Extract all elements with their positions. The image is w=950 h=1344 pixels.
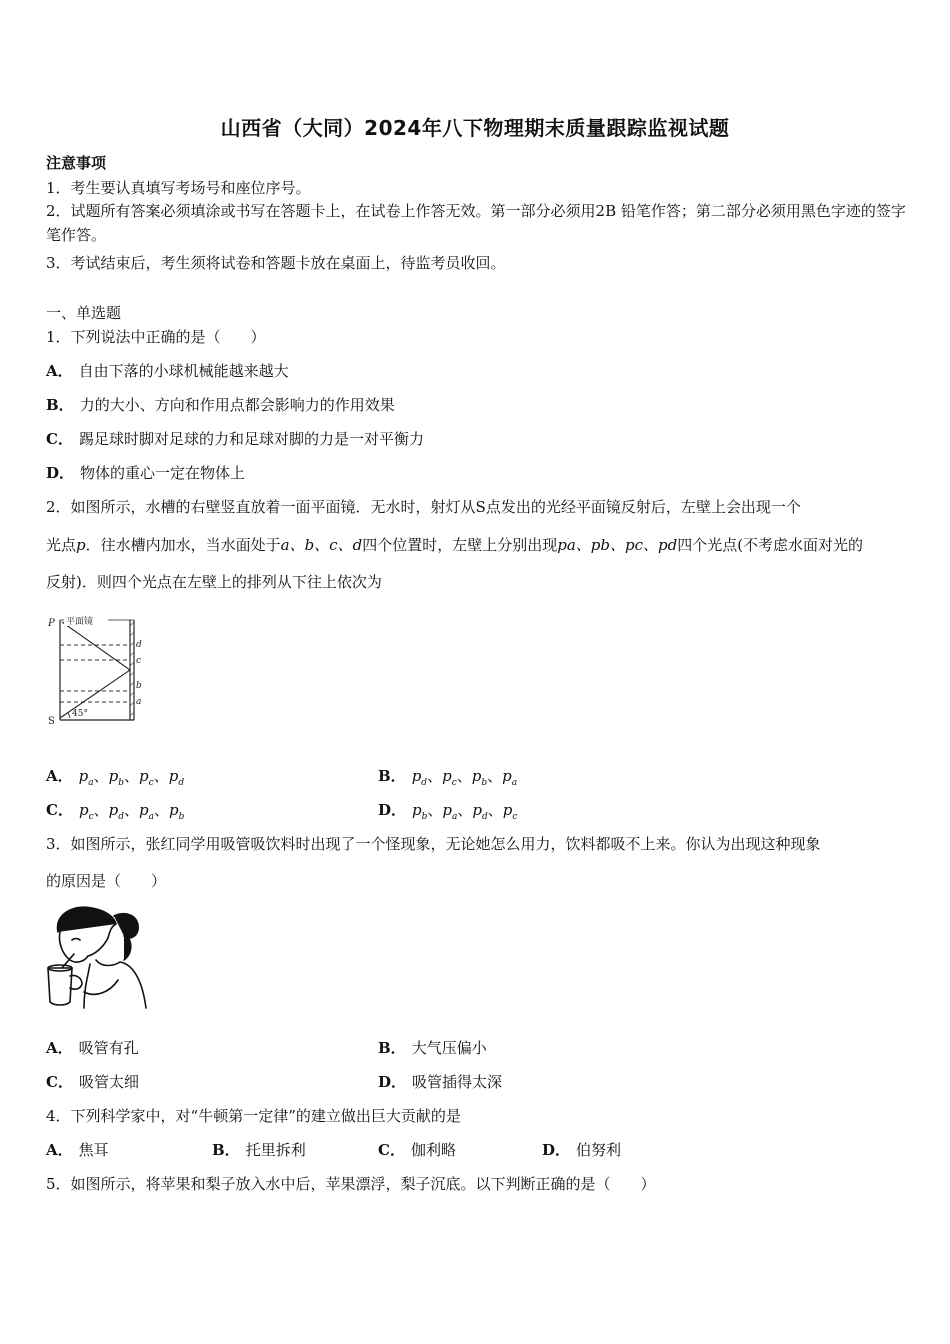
option-letter: C． — [46, 801, 73, 819]
q4-option-a — [46, 1139, 109, 1160]
option-letter: C． — [378, 1141, 405, 1159]
option-text: 自由下落的小球机械能越来越大 — [78, 362, 289, 380]
q1-option-b — [46, 394, 395, 415]
option-letter: A． — [46, 767, 73, 785]
q1-option-c — [46, 428, 424, 449]
option-sequence — [411, 767, 518, 788]
point-p-c: $p_c$ — [442, 767, 457, 788]
q2-option-d — [378, 799, 517, 822]
p-label: P — [48, 618, 55, 629]
option-letter: B． — [378, 1039, 406, 1057]
option-letter: B． — [378, 767, 406, 785]
option-sequence — [78, 801, 185, 822]
option-text: 吸管太细 — [78, 1073, 139, 1091]
q3-option-b — [378, 1037, 487, 1058]
option-letter: A． — [46, 1039, 73, 1057]
q1-stem: 1．下列说法中正确的是（ ） — [46, 328, 266, 346]
q4-option-c — [378, 1139, 456, 1160]
q2-stem-line1: 2．如图所示，水槽的右壁竖直放着一面平面镜．无水时，射灯从S点发出的光经平面镜反射后，左壁上会出现一个 — [46, 498, 801, 516]
option-letter: A． — [46, 362, 73, 380]
option-text: 吸管有孔 — [78, 1039, 139, 1057]
option-letter: D． — [378, 801, 407, 819]
separator: 、 — [93, 801, 109, 819]
q3-option-a — [46, 1037, 139, 1058]
option-letter: C． — [46, 430, 73, 448]
option-text: 吸管插得太深 — [412, 1073, 503, 1091]
point-p-a: $p_a$ — [502, 767, 518, 788]
q3-girl-drinking-illustration — [44, 902, 154, 1012]
separator: 、 — [124, 767, 140, 785]
separator: 、 — [487, 767, 503, 785]
separator: 、 — [456, 767, 472, 785]
page-title: 山西省（大同）2024年八下物理期末质量跟踪监视试题 — [220, 116, 730, 140]
q2-var-points: pa、pb、pc、pd — [557, 536, 678, 554]
q3-option-c — [46, 1071, 139, 1092]
q3-stem-line1: 3．如图所示，张红同学用吸管吸饮料时出现了一个怪现象，无论她怎么用力，饮料都吸不上来。你认为出现这种现象 — [46, 835, 821, 853]
option-sequence — [78, 767, 185, 788]
angle-label: 45° — [72, 709, 88, 719]
level-c-label: c — [136, 656, 142, 666]
point-p-d: $p_d$ — [108, 801, 124, 822]
notice-item-2: 2．试题所有答案必须填涂或书写在答题卡上，在试卷上作答无效。第一部分必须用2B 铅笔作答；第二部分必须用黑色字迹的签字笔作答。 — [46, 202, 906, 244]
point-p-c: $p_c$ — [78, 801, 94, 822]
separator: 、 — [154, 801, 170, 819]
separator: 、 — [487, 801, 503, 819]
section-heading: 一、单选题 — [46, 304, 122, 322]
option-letter: D． — [378, 1073, 407, 1091]
q2-option-b — [378, 765, 517, 788]
separator: 、 — [427, 767, 443, 785]
point-p-d: $p_d$ — [168, 767, 185, 788]
point-p-b: $p_b$ — [412, 801, 428, 822]
q4-stem: 4．下列科学家中，对“牛顿第一定律”的建立做出巨大贡献的是 — [46, 1107, 461, 1125]
separator: 、 — [427, 801, 443, 819]
q2-option-c — [46, 799, 184, 822]
q3-stem-line2: 的原因是（ ） — [46, 872, 167, 890]
option-letter: B． — [212, 1141, 240, 1159]
q2-stem-line3: 反射)．则四个光点在左壁上的排列从下往上依次为 — [46, 573, 382, 591]
level-d-label: d — [136, 640, 142, 650]
option-text: 踢足球时脚对足球的力和足球对脚的力是一对平衡力 — [78, 430, 424, 448]
notice-item-3: 3．考试结束后，考生须将试卷和答题卡放在桌面上，待监考员收回。 — [46, 254, 506, 272]
point-p-d: $p_d$ — [472, 801, 488, 822]
option-letter: D． — [46, 464, 75, 482]
mirror-label: 平面镜 — [66, 617, 94, 627]
point-p-b: $p_b$ — [471, 767, 488, 788]
option-text: 伽利略 — [410, 1141, 456, 1159]
point-p-c: $p_c$ — [139, 767, 154, 788]
option-text: 伯努利 — [576, 1141, 622, 1159]
q3-option-d — [378, 1071, 502, 1092]
q2-text: ．往水槽内加水，当水面处于 — [85, 536, 281, 554]
q2-text: 四个光点(不考虑水面对光的 — [677, 536, 864, 554]
point-p-a: $p_a$ — [139, 801, 154, 822]
q2-water-tank-diagram — [44, 612, 156, 728]
q1-option-a — [46, 360, 289, 381]
separator: 、 — [457, 801, 473, 819]
point-p-b: $p_b$ — [169, 801, 185, 822]
q4-option-d — [542, 1139, 621, 1160]
q2-text: 光点 — [46, 536, 77, 554]
level-b-label: b — [136, 681, 142, 691]
s-label: S — [48, 716, 55, 727]
separator: 、 — [153, 767, 169, 785]
point-p-c: $p_c$ — [502, 801, 518, 822]
q2-option-a — [46, 765, 184, 788]
notice-heading: 注意事项 — [46, 154, 107, 172]
separator: 、 — [93, 767, 109, 785]
point-p-d: $p_d$ — [411, 767, 428, 788]
option-letter: A． — [46, 1141, 73, 1159]
point-p-a: $p_a$ — [78, 767, 94, 788]
option-sequence — [412, 801, 518, 822]
q2-stem-line2 — [46, 534, 863, 555]
q4-option-b — [212, 1139, 306, 1160]
option-text: 焦耳 — [78, 1141, 109, 1159]
option-text: 物体的重心一定在物体上 — [80, 464, 246, 482]
separator: 、 — [124, 801, 140, 819]
level-a-label: a — [136, 697, 142, 707]
point-p-b: $p_b$ — [108, 767, 125, 788]
option-text: 大气压偏小 — [411, 1039, 487, 1057]
q1-option-d — [46, 462, 245, 483]
option-text: 力的大小、方向和作用点都会影响力的作用效果 — [79, 396, 395, 414]
option-letter: C． — [46, 1073, 73, 1091]
q2-var-p: p — [76, 536, 86, 554]
option-letter: D． — [542, 1141, 571, 1159]
q2-text: 四个位置时，左壁上分别出现 — [362, 536, 558, 554]
q5-stem: 5．如图所示，将苹果和梨子放入水中后，苹果漂浮，梨子沉底。以下判断正确的是（ ） — [46, 1175, 656, 1193]
point-p-a: $p_a$ — [442, 801, 458, 822]
q2-var-levels: a、b、c、d — [280, 536, 363, 554]
notice-item-1: 1．考生要认真填写考场号和座位序号。 — [46, 179, 311, 197]
option-letter: B． — [46, 396, 74, 414]
option-text: 托里拆利 — [245, 1141, 306, 1159]
